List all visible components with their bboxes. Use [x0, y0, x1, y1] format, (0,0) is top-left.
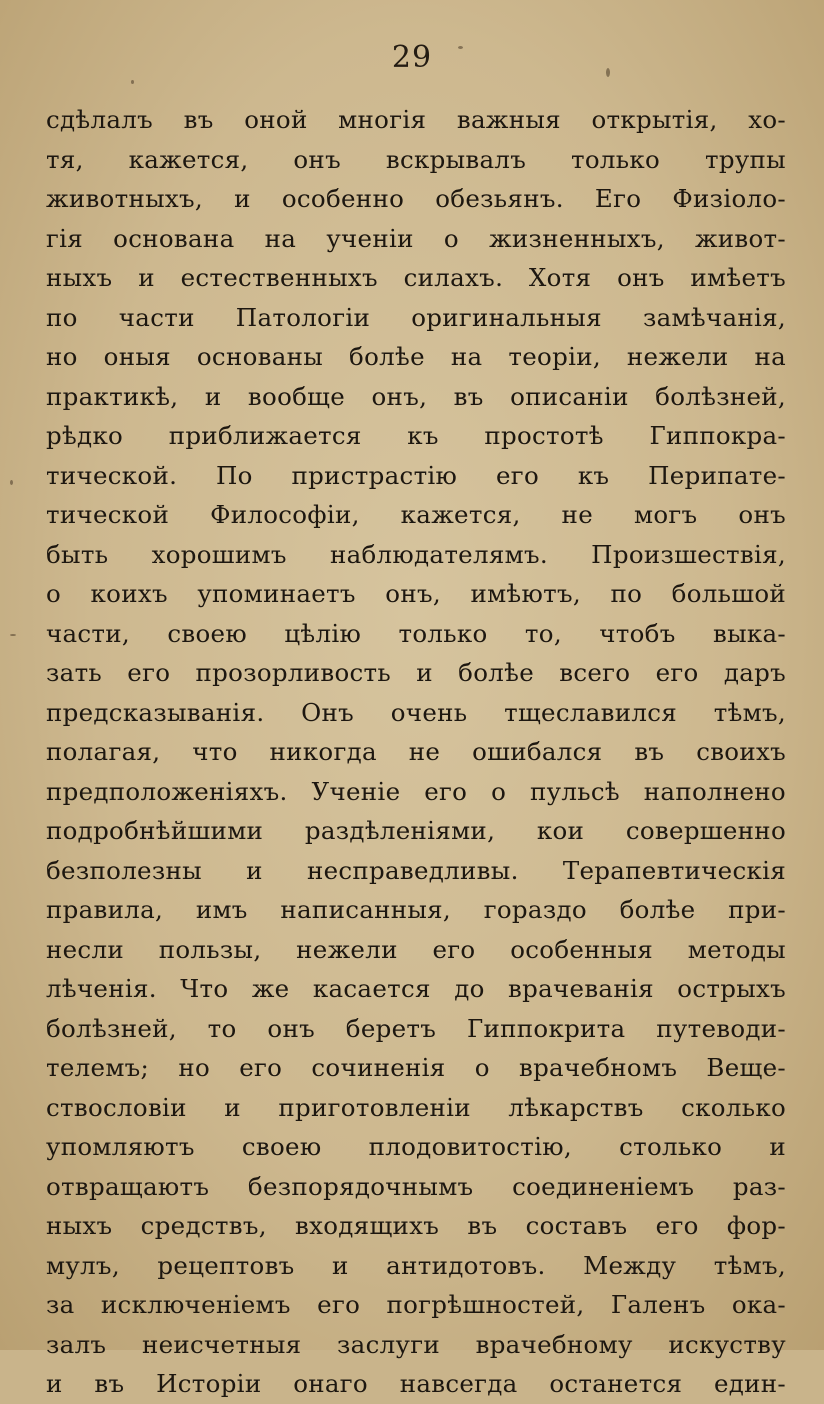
ink-speck	[10, 634, 16, 636]
ink-speck	[131, 80, 134, 84]
text-line: рѣдко приближается къ простотѣ Гиппокра-	[46, 421, 786, 450]
text-line: тической. По пристрастію его къ Перипате-	[46, 460, 786, 490]
text-line: животныхъ, и особенно обезьянъ. Его Физіоло-	[46, 184, 786, 213]
text-line: ныхъ и естественныхъ силахъ. Хотя онъ имѣетъ	[46, 263, 786, 292]
text-line: быть хорошимъ наблюдателямъ. Произшествія,	[46, 539, 786, 569]
text-line: гія основана на ученіи о жизненныхъ, живот-	[46, 223, 786, 253]
text-line: но оныя основаны болѣе на теоріи, нежели на	[46, 342, 786, 371]
text-line: ствословіи и приготовленіи лѣкарствъ сколько	[46, 1092, 786, 1122]
ink-speck	[10, 480, 13, 485]
text-line: болѣзней, то онъ беретъ Гиппокрита путеводи-	[46, 1013, 786, 1043]
text-line: практикѣ, и вообще онъ, въ описаніи болѣзней,	[46, 381, 786, 411]
text-line: лѣченія. Что же касается до врачеванія острыхъ	[46, 974, 786, 1003]
text-line: правила, имъ написанныя, гораздо болѣе при-	[46, 895, 786, 924]
body-text	[46, 100, 786, 1404]
text-line: и въ Исторіи онаго навсегда останется един-	[46, 1369, 786, 1398]
text-line: упомляютъ своею плодовитостію, столько и	[46, 1132, 786, 1161]
text-line: подробнѣйшими раздѣленіями, кои совершенно	[46, 816, 786, 845]
text-line: о коихъ упоминаетъ онъ, имѣютъ, по большой	[46, 579, 786, 608]
text-line: тя, кажется, онъ вскрывалъ только трупы	[46, 144, 786, 174]
ink-speck	[458, 46, 463, 49]
text-line: мулъ, рецептовъ и антидотовъ. Между тѣмъ,	[46, 1250, 786, 1280]
ink-speck	[606, 68, 610, 77]
text-line: отвращаютъ безпорядочнымъ соединеніемъ раз-	[46, 1171, 786, 1201]
text-line: сдѣлалъ въ оной многія важныя открытія, хо-	[46, 105, 786, 134]
text-line: по части Патологіи оригинальныя замѣчанія,	[46, 302, 786, 332]
text-line: за исключеніемъ его погрѣшностей, Галенъ ока-	[46, 1290, 786, 1319]
text-line: зать его прозорливость и болѣе всего его даръ	[46, 658, 786, 687]
text-line: предсказыванія. Онъ очень тщеславился тѣмъ,	[46, 697, 786, 727]
text-line: безполезны и несправедливы. Терапевтическія	[46, 855, 786, 885]
text-line: ныхъ средствъ, входящихъ въ составъ его фор-	[46, 1211, 786, 1240]
text-line: телемъ; но его сочиненія о врачебномъ Веще-	[46, 1053, 786, 1082]
text-line: тической Философіи, кажется, не могъ онъ	[46, 500, 786, 529]
text-line: полагая, что никогда не ошибался въ своихъ	[46, 737, 786, 766]
text-line: предположеніяхъ. Ученіе его о пульсѣ наполнено	[46, 776, 786, 806]
text-line: части, своею цѣлію только то, чтобъ выка-	[46, 618, 786, 648]
text-line: несли пользы, нежели его особенныя методы	[46, 934, 786, 964]
page-number: 29	[391, 40, 433, 75]
text-line: залъ неисчетныя заслуги врачебному искуству	[46, 1329, 786, 1359]
